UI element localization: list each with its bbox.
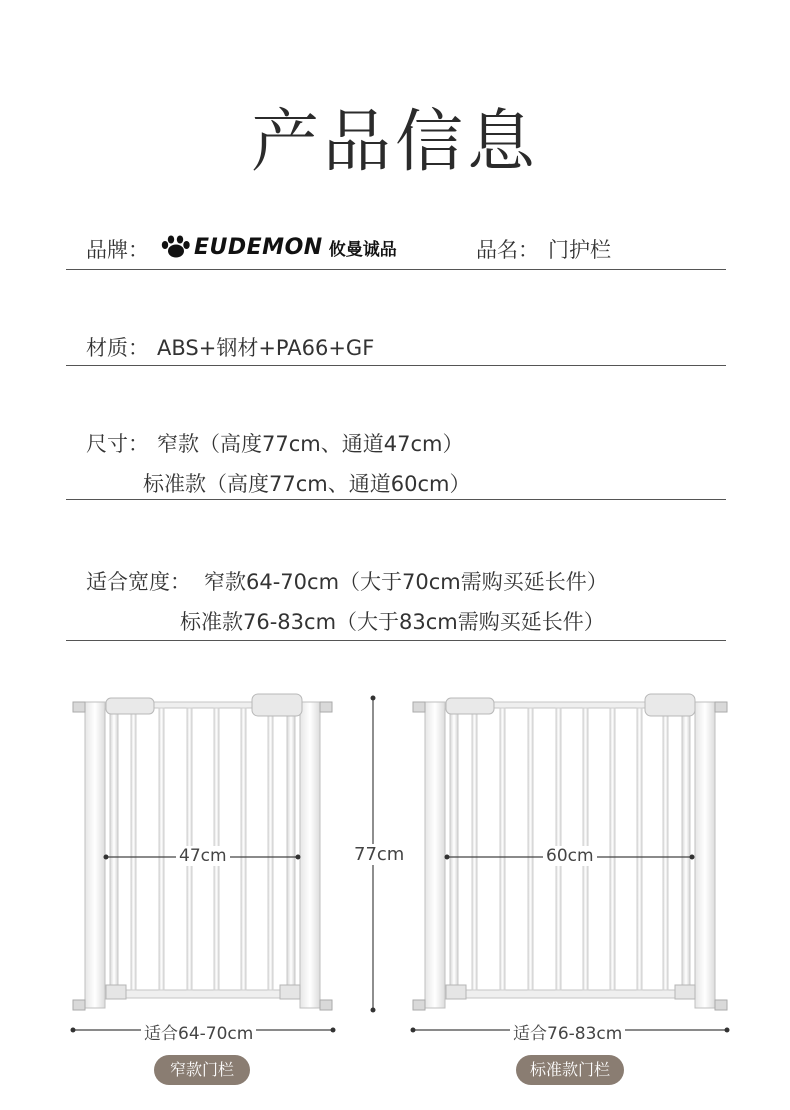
standard-gate-badge: 标准款门栏 xyxy=(516,1055,624,1085)
narrow-gate-badge: 窄款门栏 xyxy=(154,1055,250,1085)
divider xyxy=(66,269,726,270)
paw-icon xyxy=(160,235,190,259)
standard-fit-label: 适合76-83cm xyxy=(510,1019,625,1044)
brand-logo-chinese: 攸曼诚品 xyxy=(328,239,397,260)
fit-width-line-1: 窄款64-70cm（大于70cm需购买延长件） xyxy=(204,570,608,594)
size-line-1: 窄款（高度77cm、通道47cm） xyxy=(157,432,464,456)
brand-logo xyxy=(160,233,397,261)
material-label: 材质： xyxy=(86,336,149,360)
fit-width-line-2: 标准款76-83cm（大于83cm需购买延长件） xyxy=(180,610,605,634)
height-label: 77cm xyxy=(351,844,407,865)
product-name-label: 品名： xyxy=(476,238,539,262)
narrow-fit-label: 适合64-70cm xyxy=(141,1019,256,1044)
product-name-value: 门护栏 xyxy=(548,238,611,262)
narrow-passage-label: 47cm xyxy=(176,846,230,866)
divider xyxy=(66,499,726,500)
brand-logo-text: EUDEMON xyxy=(194,234,323,260)
divider xyxy=(66,365,726,366)
fit-width-label: 适合宽度： xyxy=(86,570,191,594)
size-label: 尺寸： xyxy=(86,432,149,456)
brand-label: 品牌： xyxy=(86,238,149,262)
material-value: ABS+钢材+PA66+GF xyxy=(157,336,375,360)
divider xyxy=(66,640,726,641)
standard-passage-label: 60cm xyxy=(543,846,597,866)
size-line-2: 标准款（高度77cm、通道60cm） xyxy=(143,472,471,496)
page-title: 产品信息 xyxy=(250,103,539,182)
